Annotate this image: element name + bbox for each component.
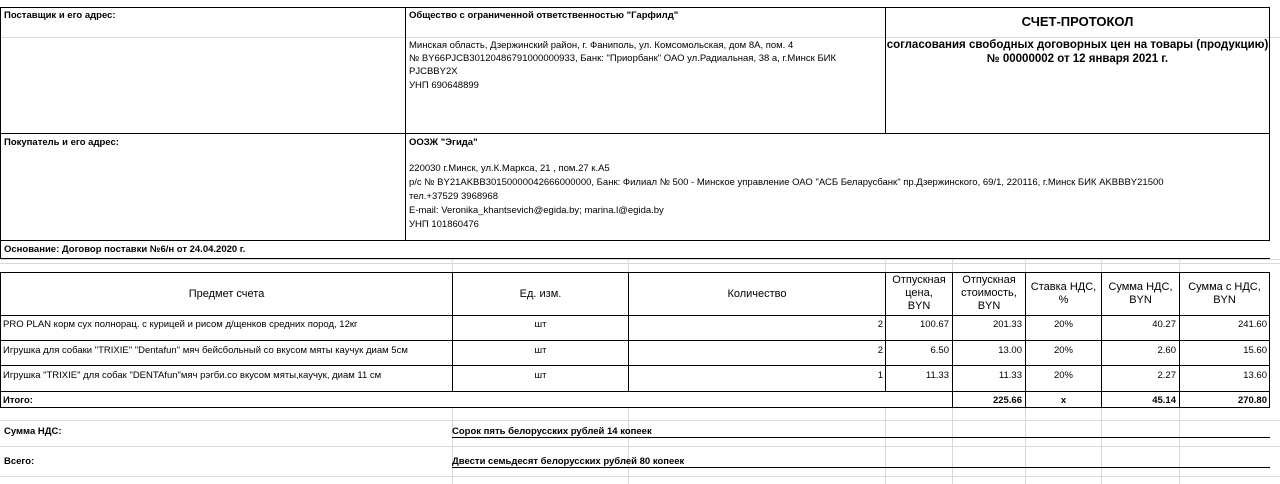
row-total: 13.60 [1243, 370, 1267, 381]
doc-number: № 00000002 от 12 января 2021 г. [986, 53, 1169, 65]
buyer-unp: УНП 101860476 [409, 219, 479, 230]
supplier-name: Общество с ограниченной ответственностью "Гарфилд" [409, 10, 679, 21]
row-qty: 2 [877, 345, 883, 356]
buyer-bank: р/с № BY21AKBB30150000042666000000, Банк: Филиал № 500 - Минское управление ОАО "АСБ Беларусбанк" пр.Дзержинского, 69/1, 220116, г.Минск БИК AKBBBY21500 [409, 177, 1164, 188]
header-price-line2: цена, [905, 287, 933, 299]
header-vat-sum [1102, 281, 1179, 307]
row-price: 11.33 [925, 370, 949, 381]
row-total: 241.60 [1237, 319, 1267, 330]
row-qty: 2 [877, 319, 883, 330]
header-price-line1: Отпускная [892, 274, 946, 286]
header-total-line2: BYN [1213, 294, 1236, 306]
buyer-name: ООЗЖ "Эгида" [409, 137, 478, 148]
supplier-unp: УНП 690648899 [409, 80, 479, 91]
buyer-phone: тел.+37529 3968968 [409, 191, 498, 202]
supplier-label: Поставщик и его адрес: [4, 10, 116, 21]
header-total [1180, 281, 1269, 307]
header-qty: Количество [727, 288, 787, 300]
header-total-line1: Сумма с НДС, [1188, 281, 1261, 293]
header-cost-line2: стоимость, [961, 287, 1017, 299]
totals-vat-sum: 45.14 [1152, 395, 1176, 406]
row-vat-sum: 40.27 [1152, 319, 1176, 330]
supplier-bic: PJCBBY2X [409, 66, 458, 77]
buyer-address: 220030 г.Минск, ул.К.Маркса, 21 , пом.27 к.А5 [409, 163, 610, 174]
header-price-line3: BYN [907, 300, 931, 312]
total-words: Двести семьдесят белорусских рублей 80 копеек [452, 456, 685, 467]
header-vat-rate [1026, 281, 1101, 307]
totals-cost: 225.66 [992, 395, 1022, 406]
row-cost: 13.00 [998, 345, 1022, 356]
row-cost: 201.33 [992, 319, 1022, 330]
supplier-bank: № BY66PJCB30120486791000000933, Банк: "Приорбанк" ОАО ул.Радиальная, 38 а, г.Минск БИК [409, 53, 837, 64]
row-unit: шт [534, 319, 547, 330]
header-vat-sum-line1: Сумма НДС, [1108, 281, 1173, 293]
row-price: 100.67 [919, 319, 949, 330]
vat-sum-label: Сумма НДС: [4, 426, 62, 437]
totals-total: 270.80 [1237, 395, 1267, 406]
row-qty: 1 [877, 370, 883, 381]
row-item: Игрушка "TRIXIE" для собак "DENTAfun"мяч рэгби.со вкусом мяты,каучук, диам 11 см [3, 370, 382, 381]
row-vat-sum: 2.60 [1157, 345, 1176, 356]
header-vat-sum-line2: BYN [1129, 294, 1152, 306]
header-cost-line1: Отпускная [962, 274, 1016, 286]
basis: Основание: Договор поставки №6/н от 24.04.2020 г. [4, 244, 246, 255]
doc-subtitle: согласования свободных договорных цен на товары (продукцию) [886, 39, 1269, 51]
row-unit: шт [534, 345, 547, 356]
header-vat-rate-line1: Ставка НДС, [1030, 281, 1097, 293]
header-price [886, 274, 952, 313]
vat-sum-words: Сорок пять белорусских рублей 14 копеек [452, 426, 652, 437]
doc-title: СЧЕТ-ПРОТОКОЛ [1021, 14, 1134, 29]
header-vat-rate-line2: % [1058, 294, 1069, 306]
row-vat-rate: 20% [1053, 345, 1073, 356]
totals-vat-rate: x [1060, 395, 1067, 406]
row-item: PRO PLAN корм сух полнорац. с курицей и рисом д/щенков средних пород, 12кг [3, 319, 358, 330]
buyer-label: Покупатель и его адрес: [4, 137, 119, 148]
row-unit: шт [534, 370, 547, 381]
totals-label: Итого: [3, 395, 33, 406]
row-price: 6.50 [930, 345, 949, 356]
row-vat-rate: 20% [1053, 370, 1073, 381]
header-cost [953, 274, 1025, 313]
supplier-address: Минская область, Дзержинский район, г. Фаниполь, ул. Комсомольская, дом 8А, пом. 4 [409, 40, 794, 51]
row-vat-sum: 2.27 [1157, 370, 1176, 381]
row-total: 15.60 [1243, 345, 1267, 356]
row-item: Игрушка для собаки "TRIXIE" "Dentafun" мяч бейсбольный со вкусом мяты каучук диам 5см [3, 345, 408, 356]
buyer-email: E-mail: Veronika_khantsevich@egida.by; marina.l@egida.by [409, 205, 664, 216]
header-unit: Ед. изм. [519, 288, 562, 300]
header-cost-line3: BYN [977, 300, 1001, 312]
row-cost: 11.33 [998, 370, 1022, 381]
header-item: Предмет счета [188, 288, 265, 300]
row-vat-rate: 20% [1053, 319, 1073, 330]
total-label: Всего: [4, 456, 35, 467]
